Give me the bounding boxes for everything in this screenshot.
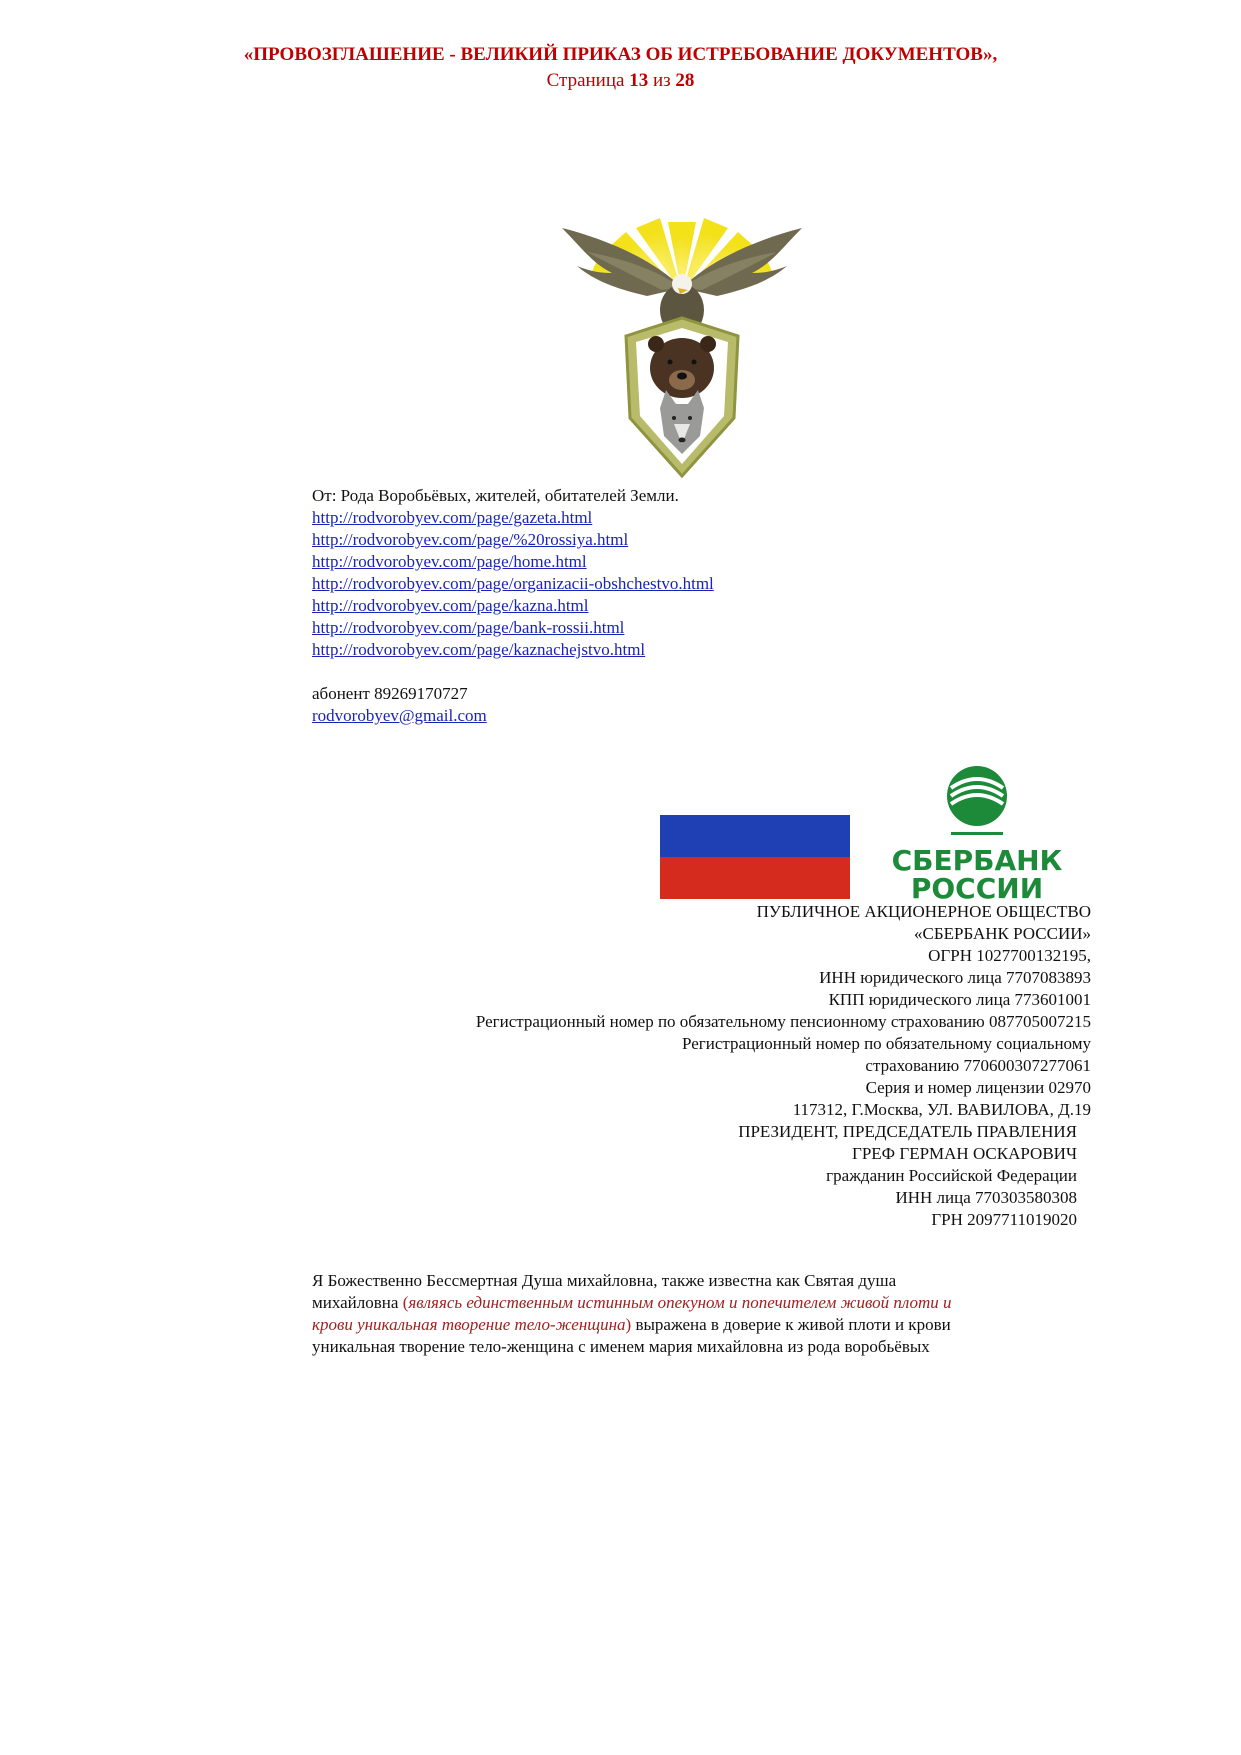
link-rossiya[interactable]: http://rodvorobyev.com/page/%20rossiya.html: [312, 530, 629, 549]
recipient-line: ПУБЛИЧНОЕ АКЦИОНЕРНОЕ ОБЩЕСТВО: [756, 902, 1091, 921]
body-paragraph: [312, 1270, 1052, 1358]
paren-open: (: [402, 1293, 409, 1312]
italic-red-span: являясь единственным истинным опекуном и попечителем живой плоти и: [408, 1293, 952, 1312]
recipient-line: 117312, Г.Москва, УЛ. ВАВИЛОВА, Д.19: [792, 1100, 1091, 1119]
from-line: От: Рода Воробьёвых, жителей, обитателей Земли.: [312, 486, 679, 505]
page-sep: из: [652, 70, 671, 91]
link-bank-rossii[interactable]: http://rodvorobyev.com/page/bank-rossii.html: [312, 618, 625, 637]
recipient-line: ИНН юридического лица 7707083893: [819, 968, 1091, 987]
recipient-line: страхованию 770600307277061: [865, 1056, 1091, 1075]
body-text-span: михайловна: [312, 1293, 403, 1312]
body-line: [312, 1292, 1052, 1314]
recipient-line: Регистрационный номер по обязательному пенсионному страхованию 087705007215: [475, 1012, 1091, 1031]
link-kazna[interactable]: http://rodvorobyev.com/page/kazna.html: [312, 596, 589, 615]
phone-line: абонент 89269170727: [312, 684, 468, 703]
recipient-line: ИНН лица 770303580308: [895, 1188, 1077, 1207]
page-current: 13: [629, 70, 649, 91]
recipient-line: КПП юридического лица 773601001: [828, 990, 1091, 1009]
russian-flag-icon: [660, 815, 850, 899]
recipient-line: ГРЕФ ГЕРМАН ОСКАРОВИЧ: [852, 1144, 1077, 1163]
link-kaznachejstvo[interactable]: http://rodvorobyev.com/page/kaznachejstvo.html: [312, 640, 646, 659]
link-home[interactable]: http://rodvorobyev.com/page/home.html: [312, 552, 587, 571]
sber-name-line2: РОССИИ: [910, 872, 1044, 902]
page-prefix: Страница: [546, 70, 625, 91]
body-line: [312, 1314, 1052, 1336]
page-total: 28: [675, 70, 695, 91]
body-line: уникальная творение тело-женщина с именем мария михайловна из рода воробьёвых: [312, 1337, 930, 1356]
link-organizacii[interactable]: http://rodvorobyev.com/page/organizacii-obshchestvo.html: [312, 574, 714, 593]
recipient-line: гражданин Российской Федерации: [826, 1166, 1077, 1185]
sender-block: [312, 485, 714, 727]
link-gazeta[interactable]: http://rodvorobyev.com/page/gazeta.html: [312, 508, 593, 527]
recipient-line: «СБЕРБАНК РОССИИ»: [914, 924, 1091, 943]
eagle-bear-wolf-emblem-icon: [562, 218, 802, 480]
italic-red-span: крови уникальная творение тело-женщина: [312, 1315, 626, 1334]
page-header-title: «ПРОВОЗГЛАШЕНИЕ - ВЕЛИКИЙ ПРИКАЗ ОБ ИСТРЕБОВАНИЕ ДОКУМЕНТОВ»,: [243, 44, 998, 65]
sber-name-line1: СБЕРБАНК: [891, 844, 1063, 877]
email-link[interactable]: rodvorobyev@gmail.com: [312, 706, 487, 725]
recipient-line: Регистрационный номер по обязательному социальному: [682, 1034, 1091, 1053]
recipient-line: ОГРН 1027700132195,: [928, 946, 1091, 965]
body-text-span: выражена в доверие к живой плоти и крови: [631, 1315, 951, 1334]
page-counter: [0, 70, 1241, 92]
paren-close: ): [625, 1315, 632, 1334]
recipient-line: Серия и номер лицензии 02970: [865, 1078, 1091, 1097]
body-line: Я Божественно Бессмертная Душа михайловна, также известна как Святая душа: [312, 1271, 897, 1290]
recipient-block: [476, 901, 1091, 1231]
recipient-line: ГРН 2097711019020: [931, 1210, 1077, 1229]
recipient-line: ПРЕЗИДЕНТ, ПРЕДСЕДАТЕЛЬ ПРАВЛЕНИЯ: [738, 1122, 1077, 1141]
sberbank-logo-icon: [885, 762, 1070, 902]
